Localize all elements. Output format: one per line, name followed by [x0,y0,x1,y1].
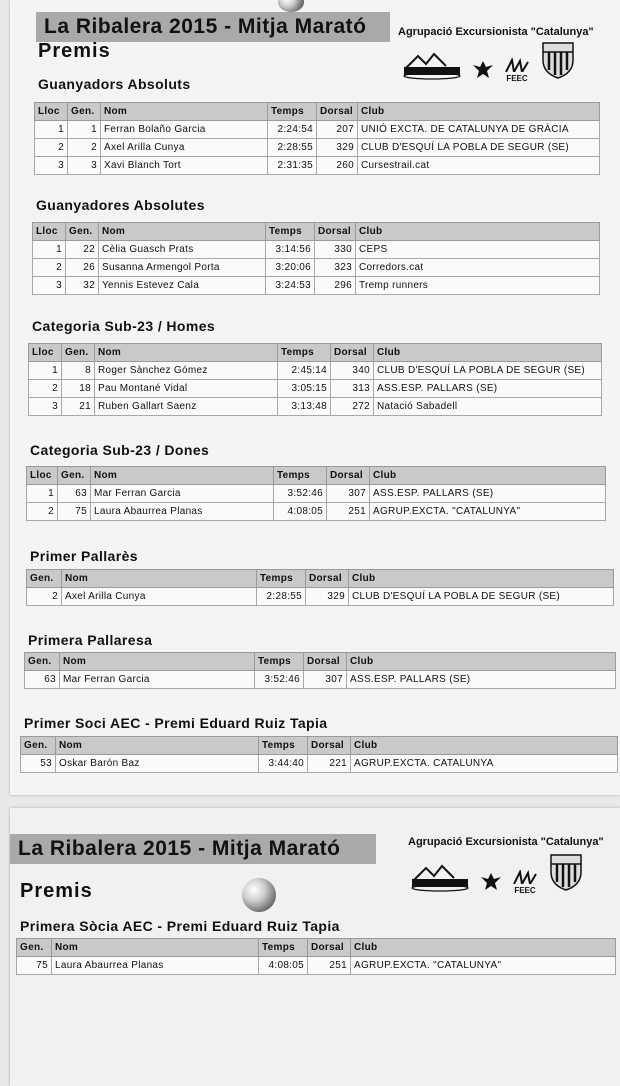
col-club: Club [351,939,616,957]
col-gen: Gen. [21,737,56,755]
thumbtack-icon [278,0,304,12]
table-row [33,259,600,277]
cell-lloc: 1 [27,485,58,503]
cell-temps: 3:14:56 [266,241,315,259]
feec-logo-icon [504,58,530,83]
cell-nom: Mar Ferran Garcia [91,485,274,503]
feec-label: FEEC [514,886,536,895]
col-dorsal: Dorsal [308,737,351,755]
cell-club: AGRUP.EXCTA. "CATALUNYA" [351,957,616,975]
cell-gen: 63 [25,671,60,689]
cell-gen: 1 [68,121,101,139]
cell-lloc: 1 [29,362,62,380]
eagle-logo-icon [472,58,494,80]
cell-temps: 2:28:55 [257,588,306,606]
cell-temps: 3:44:40 [259,755,308,773]
table-row [25,671,616,689]
cell-dorsal: 340 [331,362,374,380]
col-nom: Nom [91,467,274,485]
cell-nom: Pau Montané Vidal [95,380,278,398]
col-nom: Nom [101,103,268,121]
section-title-guanyadors-absoluts: Guanyadors Absoluts [38,76,191,92]
section-title-primer-pallares: Primer Pallarès [30,548,138,564]
results-sheet-2 [10,808,620,1086]
table-row [35,121,600,139]
results-table-primera-socia-aec [16,938,616,975]
cell-temps: 3:13:48 [278,398,331,416]
table-header-row [25,653,616,671]
cell-dorsal: 272 [331,398,374,416]
table-header-row [27,467,606,485]
cell-club: Tremp runners [356,277,600,295]
results-table-sub23-dones [26,466,606,521]
feec-logo-icon [512,870,538,895]
feec-label: FEEC [506,74,528,83]
ribalera-logo-icon [402,52,462,80]
cell-gen: 75 [58,503,91,521]
cell-gen: 63 [58,485,91,503]
page-subtitle: Premis [38,40,111,62]
cell-club: Corredors.cat [356,259,600,277]
table-header-row [29,344,602,362]
table-row [21,755,618,773]
cell-lloc: 2 [29,380,62,398]
col-gen: Gen. [66,223,99,241]
results-table-sub23-homes [28,343,602,416]
col-gen: Gen. [68,103,101,121]
section-title-guanyadores-absolutes: Guanyadores Absolutes [36,197,205,213]
table-header-row [35,103,600,121]
table-header-row [27,570,614,588]
col-club: Club [358,103,600,121]
col-nom: Nom [95,344,278,362]
cell-temps: 2:45:14 [278,362,331,380]
table-row [33,277,600,295]
cell-dorsal: 330 [315,241,356,259]
cell-dorsal: 307 [327,485,370,503]
logo-strip [410,852,584,895]
organization-name: Agrupació Excursionista "Catalunya" [408,836,604,848]
cell-club: CEPS [356,241,600,259]
col-club: Club [370,467,606,485]
col-nom: Nom [62,570,257,588]
cell-dorsal: 251 [308,957,351,975]
cell-nom: Ferran Bolaño Garcia [101,121,268,139]
cell-lloc: 3 [35,157,68,175]
cell-nom: Roger Sànchez Gómez [95,362,278,380]
col-lloc: Lloc [27,467,58,485]
cell-temps: 3:05:15 [278,380,331,398]
eagle-logo-icon [480,870,502,892]
cell-club: UNIÓ EXCTA. DE CATALUNYA DE GRÀCIA [358,121,600,139]
col-gen: Gen. [27,570,62,588]
cell-dorsal: 260 [317,157,358,175]
cell-lloc: 2 [35,139,68,157]
col-dorsal: Dorsal [331,344,374,362]
cell-gen: 53 [21,755,56,773]
col-temps: Temps [259,939,308,957]
cell-temps: 3:24:53 [266,277,315,295]
col-temps: Temps [255,653,304,671]
cell-nom: Susanna Armengol Porta [99,259,266,277]
cell-dorsal: 313 [331,380,374,398]
cell-gen: 8 [62,362,95,380]
cell-dorsal: 329 [306,588,349,606]
logo-strip [402,40,576,83]
table-row [27,485,606,503]
table-row [29,362,602,380]
cell-club: ASS.ESP. PALLARS (SE) [347,671,616,689]
col-gen: Gen. [58,467,91,485]
cell-gen: 21 [62,398,95,416]
table-row [27,588,614,606]
cell-nom: Laura Abaurrea Planas [91,503,274,521]
cell-temps: 3:20:06 [266,259,315,277]
col-temps: Temps [259,737,308,755]
col-nom: Nom [99,223,266,241]
cell-club: AGRUP.EXCTA. "CATALUNYA" [370,503,606,521]
cell-temps: 2:31:35 [268,157,317,175]
cell-lloc: 1 [33,241,66,259]
cell-nom: Ruben Gallart Saenz [95,398,278,416]
table-row [17,957,616,975]
col-gen: Gen. [62,344,95,362]
table-row [35,139,600,157]
section-title-primera-socia-aec: Primera Sòcia AEC - Premi Eduard Ruiz Tapia [20,918,340,934]
ribalera-logo-icon [410,864,470,892]
col-lloc: Lloc [35,103,68,121]
col-lloc: Lloc [29,344,62,362]
col-temps: Temps [266,223,315,241]
cell-club: Natació Sabadell [374,398,602,416]
cell-club: Cursestrail.cat [358,157,600,175]
section-title-primer-soci-aec: Primer Soci AEC - Premi Eduard Ruiz Tapia [24,715,328,731]
cell-gen: 32 [66,277,99,295]
results-table-primera-pallaresa [24,652,616,689]
table-row [29,380,602,398]
col-gen: Gen. [17,939,52,957]
col-dorsal: Dorsal [327,467,370,485]
thumbtack-icon [242,878,276,912]
cell-club: CLUB D'ESQUÍ LA POBLA DE SEGUR (SE) [374,362,602,380]
col-lloc: Lloc [33,223,66,241]
cell-nom: Mar Ferran Garcia [60,671,255,689]
page-subtitle: Premis [20,880,93,902]
col-dorsal: Dorsal [317,103,358,121]
table-header-row [17,939,616,957]
col-nom: Nom [56,737,259,755]
table-header-row [21,737,618,755]
cell-gen: 18 [62,380,95,398]
table-row [29,398,602,416]
col-nom: Nom [60,653,255,671]
organization-name: Agrupació Excursionista "Catalunya" [398,26,594,38]
section-title-sub23-dones: Categoria Sub-23 / Dones [30,442,210,458]
cell-club: ASS.ESP. PALLARS (SE) [374,380,602,398]
cell-lloc: 2 [27,503,58,521]
cell-temps: 3:52:46 [274,485,327,503]
cell-temps: 3:52:46 [255,671,304,689]
cell-gen: 2 [27,588,62,606]
results-table-primer-soci-aec [20,736,618,773]
cell-dorsal: 251 [327,503,370,521]
cell-lloc: 1 [35,121,68,139]
results-table-guanyadores-absolutes [32,222,600,295]
col-dorsal: Dorsal [315,223,356,241]
col-club: Club [374,344,602,362]
cell-dorsal: 221 [308,755,351,773]
cell-club: AGRUP.EXCTA. CATALUNYA [351,755,618,773]
cell-nom: Xavi Blanch Tort [101,157,268,175]
cell-temps: 2:28:55 [268,139,317,157]
cell-dorsal: 207 [317,121,358,139]
col-temps: Temps [257,570,306,588]
aec-shield-logo-icon [548,852,584,892]
cell-temps: 4:08:05 [259,957,308,975]
page-title: La Ribalera 2015 - Mitja Marató [10,834,376,864]
cell-nom: Yennis Estevez Cala [99,277,266,295]
table-header-row [33,223,600,241]
cell-lloc: 2 [33,259,66,277]
col-dorsal: Dorsal [306,570,349,588]
col-nom: Nom [52,939,259,957]
section-title-primera-pallaresa: Primera Pallaresa [28,632,153,648]
col-club: Club [347,653,616,671]
cell-dorsal: 296 [315,277,356,295]
cell-dorsal: 323 [315,259,356,277]
cell-nom: Axel Arilla Cunya [62,588,257,606]
col-temps: Temps [268,103,317,121]
col-club: Club [351,737,618,755]
cell-lloc: 3 [29,398,62,416]
table-row [33,241,600,259]
cell-gen: 75 [17,957,52,975]
results-table-primer-pallares [26,569,614,606]
results-sheet-1 [10,0,620,795]
cell-nom: Cèlia Guasch Prats [99,241,266,259]
cell-dorsal: 329 [317,139,358,157]
col-club: Club [356,223,600,241]
cell-club: ASS.ESP. PALLARS (SE) [370,485,606,503]
aec-shield-logo-icon [540,40,576,80]
section-title-sub23-homes: Categoria Sub-23 / Homes [32,318,216,334]
cell-dorsal: 307 [304,671,347,689]
cell-gen: 2 [68,139,101,157]
cell-club: CLUB D'ESQUÍ LA POBLA DE SEGUR (SE) [349,588,614,606]
page-title: La Ribalera 2015 - Mitja Marató [36,12,390,42]
col-temps: Temps [274,467,327,485]
cell-temps: 4:08:05 [274,503,327,521]
cell-nom: Axel Arilla Cunya [101,139,268,157]
col-dorsal: Dorsal [308,939,351,957]
cell-lloc: 3 [33,277,66,295]
col-gen: Gen. [25,653,60,671]
col-club: Club [349,570,614,588]
cell-gen: 3 [68,157,101,175]
cell-club: CLUB D'ESQUÍ LA POBLA DE SEGUR (SE) [358,139,600,157]
cell-nom: Laura Abaurrea Planas [52,957,259,975]
table-row [27,503,606,521]
results-table-guanyadors-absoluts [34,102,600,175]
cell-gen: 26 [66,259,99,277]
cell-gen: 22 [66,241,99,259]
cell-temps: 2:24:54 [268,121,317,139]
col-temps: Temps [278,344,331,362]
cell-nom: Oskar Barón Baz [56,755,259,773]
table-row [35,157,600,175]
col-dorsal: Dorsal [304,653,347,671]
